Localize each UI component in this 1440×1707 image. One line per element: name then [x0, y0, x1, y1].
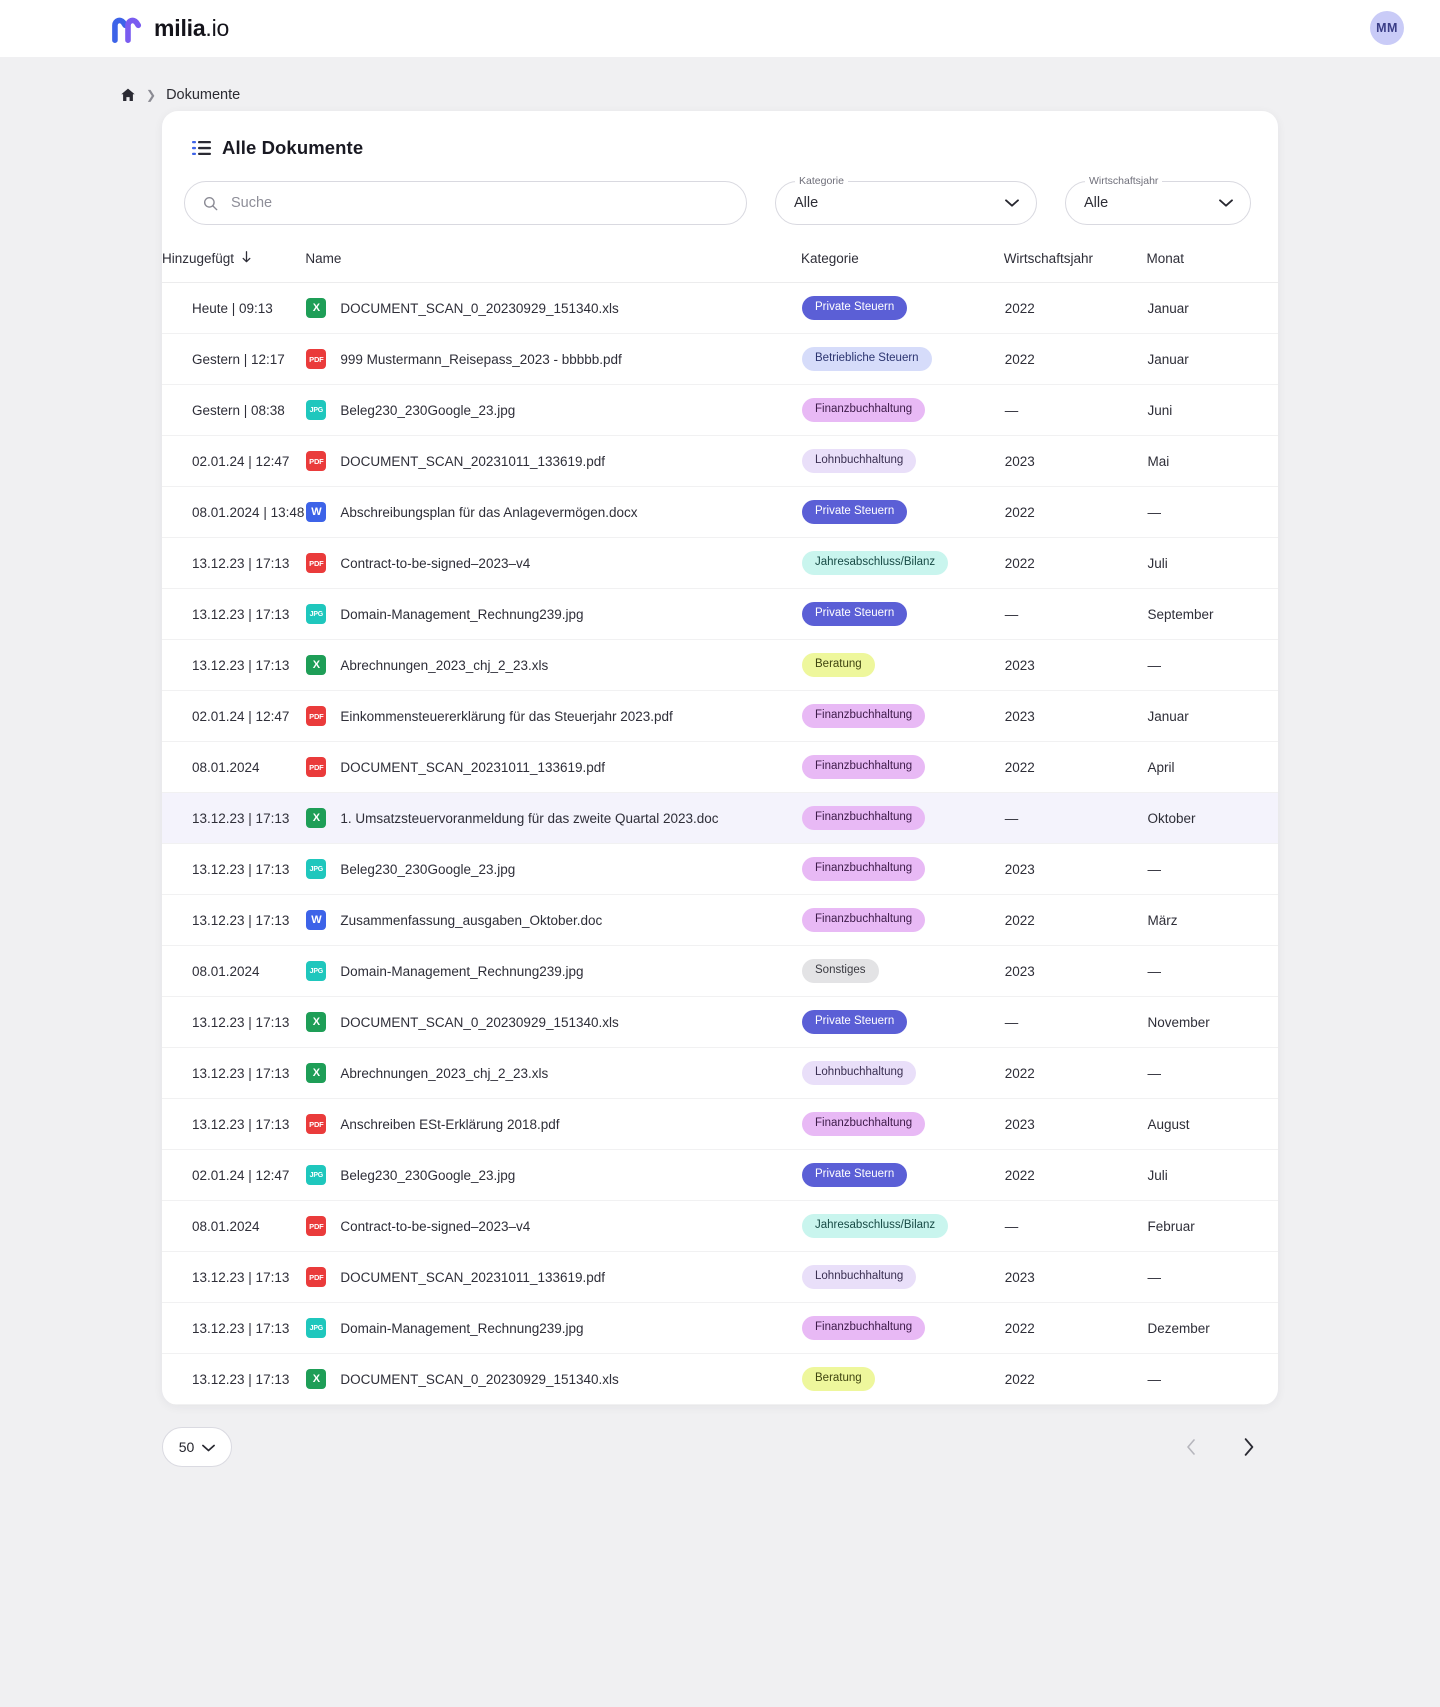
cell-added-date: 02.01.24 | 12:47: [162, 436, 305, 487]
cell-monat: —: [1147, 1354, 1279, 1405]
cell-name[interactable]: [305, 1354, 801, 1405]
file-name: Zusammenfassung_ausgaben_Oktober.doc: [340, 912, 603, 928]
cell-monat: September: [1147, 589, 1279, 640]
cell-added-date: 08.01.2024: [162, 1201, 305, 1252]
cell-name[interactable]: [305, 487, 801, 538]
cell-name[interactable]: [305, 997, 801, 1048]
cell-wirtschaftsjahr: 2022: [1004, 742, 1147, 793]
file-name: Anschreiben ESt-Erklärung 2018.pdf: [340, 1116, 560, 1132]
cell-name[interactable]: [305, 1303, 801, 1354]
table-row[interactable]: [162, 334, 1278, 385]
chevron-down-icon[interactable]: [202, 1439, 215, 1455]
cell-added-date: Gestern | 12:17: [162, 334, 305, 385]
list-icon: [192, 140, 211, 156]
file-name: Einkommensteuererklärung für das Steuerjahr 2023.pdf: [340, 708, 673, 724]
cell-monat: Mai: [1147, 436, 1279, 487]
cell-added-date: 13.12.23 | 17:13: [162, 1354, 305, 1405]
cell-wirtschaftsjahr: 2023: [1004, 1099, 1147, 1150]
xls-file-icon: X: [306, 1012, 326, 1032]
cell-kategorie: [801, 640, 1004, 691]
cell-name[interactable]: [305, 385, 801, 436]
cell-name[interactable]: [305, 1150, 801, 1201]
cell-kategorie: [801, 844, 1004, 895]
avatar[interactable]: MM: [1370, 11, 1404, 45]
jpg-file-icon: JPG: [306, 1165, 326, 1185]
cell-added-date: Gestern | 08:38: [162, 385, 305, 436]
cell-monat: März: [1147, 895, 1279, 946]
kategorie-badge: Betriebliche Steuern: [802, 347, 932, 372]
file-name: DOCUMENT_SCAN_0_20230929_151340.xls: [340, 300, 619, 316]
cell-kategorie: [801, 691, 1004, 742]
kategorie-badge: Beratung: [802, 653, 875, 678]
cell-monat: —: [1147, 946, 1279, 997]
cell-kategorie: [801, 946, 1004, 997]
cell-added-date: 13.12.23 | 17:13: [162, 538, 305, 589]
pdf-file-icon: PDF: [306, 451, 326, 471]
kategorie-badge: Private Steuern: [802, 500, 907, 525]
file-name: Abschreibungsplan für das Anlagevermögen.docx: [340, 504, 638, 520]
cell-name[interactable]: [305, 1201, 801, 1252]
cell-wirtschaftsjahr: —: [1004, 793, 1147, 844]
jpg-file-icon: JPG: [306, 400, 326, 420]
cell-kategorie: [801, 589, 1004, 640]
table-row[interactable]: [162, 691, 1278, 742]
file-name: DOCUMENT_SCAN_20231011_133619.pdf: [340, 1269, 606, 1285]
table-row[interactable]: [162, 487, 1278, 538]
kategorie-badge: Finanzbuchhaltung: [802, 857, 925, 882]
cell-added-date: 13.12.23 | 17:13: [162, 1048, 305, 1099]
cell-added-date: Heute | 09:13: [162, 283, 305, 334]
cell-added-date: 13.12.23 | 17:13: [162, 1303, 305, 1354]
cell-name[interactable]: [305, 895, 801, 946]
kategorie-badge: Lohnbuchhaltung: [802, 449, 916, 474]
filter-bar: [162, 159, 1278, 251]
file-name: DOCUMENT_SCAN_20231011_133619.pdf: [340, 759, 606, 775]
table-row[interactable]: [162, 1252, 1278, 1303]
cell-wirtschaftsjahr: 2022: [1004, 1048, 1147, 1099]
cell-wirtschaftsjahr: —: [1004, 589, 1147, 640]
cell-monat: Dezember: [1147, 1303, 1279, 1354]
cell-kategorie: [801, 436, 1004, 487]
cell-wirtschaftsjahr: 2022: [1004, 1303, 1147, 1354]
kategorie-select[interactable]: [775, 175, 1037, 225]
cell-name[interactable]: [305, 1252, 801, 1303]
cell-monat: Januar: [1147, 334, 1279, 385]
documents-card: [162, 111, 1278, 1405]
page-size-value: 50: [178, 1439, 195, 1455]
table-row[interactable]: [162, 283, 1278, 334]
kategorie-badge: Sonstiges: [802, 959, 879, 984]
cell-monat: Januar: [1147, 283, 1279, 334]
table-row[interactable]: [162, 946, 1278, 997]
cell-kategorie: [801, 1201, 1004, 1252]
table-row[interactable]: [162, 589, 1278, 640]
pager-controls: [1180, 1436, 1278, 1458]
page-title: Alle Dokumente: [222, 137, 364, 158]
table-row[interactable]: [162, 385, 1278, 436]
cell-kategorie: [801, 487, 1004, 538]
cell-monat: —: [1147, 1252, 1279, 1303]
table-row[interactable]: [162, 1099, 1278, 1150]
cell-kategorie: [801, 793, 1004, 844]
brand-name: milia.io: [154, 15, 230, 41]
table-header: [162, 251, 1278, 283]
table-row[interactable]: [162, 1150, 1278, 1201]
kategorie-badge: Jahresabschluss/Bilanz: [802, 551, 948, 576]
search-field[interactable]: [184, 181, 747, 225]
pdf-file-icon: PDF: [306, 706, 326, 726]
cell-monat: August: [1147, 1099, 1279, 1150]
brand-suffix: .io: [205, 15, 230, 41]
xls-file-icon: X: [306, 808, 326, 828]
documents-table: [162, 251, 1278, 1405]
kategorie-badge: Beratung: [802, 1367, 875, 1392]
cell-kategorie: [801, 538, 1004, 589]
table-body: [162, 283, 1278, 1405]
cell-kategorie: [801, 334, 1004, 385]
xls-file-icon: X: [306, 1369, 326, 1389]
cell-added-date: 13.12.23 | 17:13: [162, 640, 305, 691]
pagination-bar: [162, 1427, 1278, 1517]
kategorie-badge: Private Steuern: [802, 602, 907, 627]
table-row[interactable]: [162, 640, 1278, 691]
table-row[interactable]: [162, 1048, 1278, 1099]
cell-monat: —: [1147, 1048, 1279, 1099]
cell-wirtschaftsjahr: —: [1004, 997, 1147, 1048]
cell-added-date: 08.01.2024 | 13:48: [162, 487, 305, 538]
file-name: Domain-Management_Rechnung239.jpg: [340, 606, 584, 622]
cell-kategorie: [801, 283, 1004, 334]
brand-logo[interactable]: [112, 15, 229, 43]
top-bar: [0, 0, 1440, 57]
wirtschaftsjahr-label: Wirtschaftsjahr: [1085, 175, 1162, 187]
kategorie-badge: Lohnbuchhaltung: [802, 1061, 916, 1086]
cell-monat: Februar: [1147, 1201, 1279, 1252]
file-name: DOCUMENT_SCAN_0_20230929_151340.xls: [340, 1014, 619, 1030]
table-row[interactable]: [162, 538, 1278, 589]
cell-wirtschaftsjahr: 2022: [1004, 1354, 1147, 1405]
jpg-file-icon: JPG: [306, 604, 326, 624]
cell-name[interactable]: [305, 691, 801, 742]
cell-monat: Juli: [1147, 538, 1279, 589]
cell-added-date: 13.12.23 | 17:13: [162, 1099, 305, 1150]
xls-file-icon: X: [306, 655, 326, 675]
cell-kategorie: [801, 1303, 1004, 1354]
kategorie-badge: Private Steuern: [802, 296, 907, 321]
cell-name[interactable]: [305, 946, 801, 997]
cell-wirtschaftsjahr: 2022: [1004, 334, 1147, 385]
cell-monat: —: [1147, 640, 1279, 691]
file-name: Domain-Management_Rechnung239.jpg: [340, 1320, 584, 1336]
cell-added-date: 13.12.23 | 17:13: [162, 844, 305, 895]
cell-monat: April: [1147, 742, 1279, 793]
file-name: Beleg230_230Google_23.jpg: [340, 1167, 516, 1183]
cell-name[interactable]: [305, 640, 801, 691]
pdf-file-icon: PDF: [306, 349, 326, 369]
card-header: [162, 111, 1278, 159]
pdf-file-icon: PDF: [306, 553, 326, 573]
pdf-file-icon: PDF: [306, 1216, 326, 1236]
cell-monat: Januar: [1147, 691, 1279, 742]
xls-file-icon: X: [306, 1063, 326, 1083]
pdf-file-icon: PDF: [306, 757, 326, 777]
jpg-file-icon: JPG: [306, 961, 326, 981]
cell-added-date: 08.01.2024: [162, 946, 305, 997]
file-name: Abrechnungen_2023_chj_2_23.xls: [340, 1065, 549, 1081]
cell-wirtschaftsjahr: 2022: [1004, 895, 1147, 946]
cell-monat: Juni: [1147, 385, 1279, 436]
cell-wirtschaftsjahr: 2022: [1004, 538, 1147, 589]
cell-added-date: 13.12.23 | 17:13: [162, 1252, 305, 1303]
page-size-select[interactable]: [162, 1427, 232, 1467]
search-input[interactable]: [229, 194, 728, 212]
cell-kategorie: [801, 1099, 1004, 1150]
cell-added-date: 13.12.23 | 17:13: [162, 997, 305, 1048]
file-name: DOCUMENT_SCAN_0_20230929_151340.xls: [340, 1371, 619, 1387]
file-name: 1. Umsatzsteuervoranmeldung für das zweite Quartal 2023.doc: [340, 810, 719, 826]
kategorie-badge: Finanzbuchhaltung: [802, 908, 925, 933]
breadcrumb-current: Dokumente: [166, 86, 241, 103]
search-icon: [203, 196, 218, 211]
cell-wirtschaftsjahr: 2022: [1004, 487, 1147, 538]
doc-file-icon: W: [306, 502, 326, 522]
kategorie-badge: Private Steuern: [802, 1010, 907, 1035]
file-name: Beleg230_230Google_23.jpg: [340, 861, 516, 877]
cell-added-date: 08.01.2024: [162, 742, 305, 793]
table-row[interactable]: [162, 1303, 1278, 1354]
previous-page-button[interactable]: [1180, 1436, 1202, 1458]
cell-wirtschaftsjahr: 2023: [1004, 1252, 1147, 1303]
jpg-file-icon: JPG: [306, 1318, 326, 1338]
home-icon[interactable]: [120, 87, 136, 103]
kategorie-value: Alle: [794, 195, 819, 211]
next-page-button[interactable]: [1238, 1436, 1260, 1458]
column-header-hinzugefuegt[interactable]: [162, 251, 305, 283]
wirtschaftsjahr-value: Alle: [1084, 195, 1109, 211]
cell-name[interactable]: [305, 742, 801, 793]
table-row[interactable]: [162, 1354, 1278, 1405]
cell-wirtschaftsjahr: —: [1004, 385, 1147, 436]
breadcrumb: [0, 57, 1440, 111]
cell-monat: —: [1147, 844, 1279, 895]
pdf-file-icon: PDF: [306, 1267, 326, 1287]
table-row[interactable]: [162, 844, 1278, 895]
doc-file-icon: W: [306, 910, 326, 930]
cell-added-date: 02.01.24 | 12:47: [162, 691, 305, 742]
column-header-kategorie[interactable]: Kategorie: [801, 251, 1004, 283]
kategorie-badge: Jahresabschluss/Bilanz: [802, 1214, 948, 1239]
cell-wirtschaftsjahr: 2022: [1004, 283, 1147, 334]
cell-added-date: 13.12.23 | 17:13: [162, 589, 305, 640]
file-name: Beleg230_230Google_23.jpg: [340, 402, 516, 418]
jpg-file-icon: JPG: [306, 859, 326, 879]
cell-name[interactable]: [305, 1099, 801, 1150]
table-row[interactable]: [162, 895, 1278, 946]
cell-kategorie: [801, 895, 1004, 946]
cell-added-date: 02.01.24 | 12:47: [162, 1150, 305, 1201]
cell-name[interactable]: [305, 538, 801, 589]
kategorie-badge: Lohnbuchhaltung: [802, 1265, 916, 1290]
cell-wirtschaftsjahr: 2023: [1004, 844, 1147, 895]
cell-monat: —: [1147, 487, 1279, 538]
kategorie-badge: Finanzbuchhaltung: [802, 398, 925, 423]
cell-added-date: 13.12.23 | 17:13: [162, 895, 305, 946]
kategorie-badge: Finanzbuchhaltung: [802, 1112, 925, 1137]
cell-kategorie: [801, 997, 1004, 1048]
cell-name[interactable]: [305, 793, 801, 844]
cell-wirtschaftsjahr: —: [1004, 1201, 1147, 1252]
column-header-monat[interactable]: Monat: [1147, 251, 1279, 283]
cell-wirtschaftsjahr: 2023: [1004, 946, 1147, 997]
kategorie-badge: Finanzbuchhaltung: [802, 755, 925, 780]
kategorie-label: Kategorie: [795, 175, 848, 187]
cell-wirtschaftsjahr: 2023: [1004, 436, 1147, 487]
table-row[interactable]: [162, 436, 1278, 487]
cell-name[interactable]: [305, 589, 801, 640]
file-name: 999 Mustermann_Reisepass_2023 - bbbbb.pdf: [340, 351, 622, 367]
pdf-file-icon: PDF: [306, 1114, 326, 1134]
table-row[interactable]: [162, 793, 1278, 844]
cell-name[interactable]: [305, 844, 801, 895]
table-row[interactable]: [162, 1201, 1278, 1252]
sort-arrow-down-icon: [241, 251, 252, 266]
cell-kategorie: [801, 1048, 1004, 1099]
cell-monat: Oktober: [1147, 793, 1279, 844]
cell-wirtschaftsjahr: 2023: [1004, 640, 1147, 691]
milia-logo-icon: [112, 15, 144, 43]
cell-name[interactable]: [305, 436, 801, 487]
cell-kategorie: [801, 1150, 1004, 1201]
file-name: DOCUMENT_SCAN_20231011_133619.pdf: [340, 453, 606, 469]
wirtschaftsjahr-select[interactable]: [1065, 175, 1251, 225]
cell-wirtschaftsjahr: 2022: [1004, 1150, 1147, 1201]
kategorie-badge: Finanzbuchhaltung: [802, 1316, 925, 1341]
cell-monat: Juli: [1147, 1150, 1279, 1201]
cell-name[interactable]: [305, 1048, 801, 1099]
cell-added-date: 13.12.23 | 17:13: [162, 793, 305, 844]
file-name: Contract-to-be-signed–2023–v4: [340, 555, 531, 571]
breadcrumb-separator-icon: ❯: [146, 87, 157, 102]
cell-monat: November: [1147, 997, 1279, 1048]
file-name: Contract-to-be-signed–2023–v4: [340, 1218, 531, 1234]
table-row[interactable]: [162, 742, 1278, 793]
kategorie-badge: Finanzbuchhaltung: [802, 704, 925, 729]
column-header-wirtschaftsjahr[interactable]: Wirtschaftsjahr: [1004, 251, 1147, 283]
cell-wirtschaftsjahr: 2023: [1004, 691, 1147, 742]
xls-file-icon: X: [306, 298, 326, 318]
kategorie-badge: Private Steuern: [802, 1163, 907, 1188]
file-name: Domain-Management_Rechnung239.jpg: [340, 963, 584, 979]
file-name: Abrechnungen_2023_chj_2_23.xls: [340, 657, 549, 673]
cell-kategorie: [801, 385, 1004, 436]
column-label: Hinzugefügt: [162, 251, 235, 266]
kategorie-badge: Finanzbuchhaltung: [802, 806, 925, 831]
column-header-name[interactable]: Name: [305, 251, 801, 283]
cell-name[interactable]: [305, 334, 801, 385]
cell-name[interactable]: [305, 283, 801, 334]
cell-kategorie: [801, 742, 1004, 793]
table-row[interactable]: [162, 997, 1278, 1048]
cell-kategorie: [801, 1354, 1004, 1405]
cell-kategorie: [801, 1252, 1004, 1303]
